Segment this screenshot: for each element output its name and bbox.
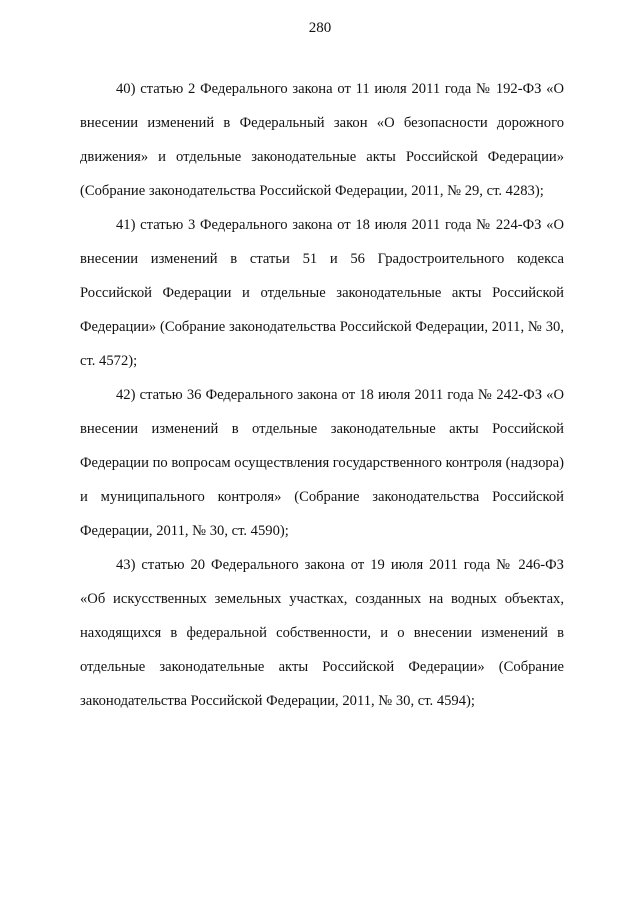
page-number: 280 <box>308 20 332 36</box>
list-item-43: 43) статью 20 Федерального закона от 19 июля 2011 года № 246-ФЗ «Об искусственных земельных участках, созданных на водных объектах, находящихся в федеральной собственности, и о внесении изменений в отдельные законодательные акты Российской Федерации» (Собрание законодательства Российской Федерации, 2011, № 30, ст. 4594); <box>80 557 564 709</box>
list-item-41: 41) статью 3 Федерального закона от 18 июля 2011 года № 224-ФЗ «О внесении изменений в статьи 51 и 56 Градостроительного кодекса Российской Федерации и отдельные законодательные акты Российской Федерации» (Собрание законодательства Российской Федерации, 2011, № 30, ст. 4572); <box>80 217 564 369</box>
document-body <box>80 72 564 718</box>
list-item-42: 42) статью 36 Федерального закона от 18 июля 2011 года № 242-ФЗ «О внесении изменений в отдельные законодательные акты Российской Федерации по вопросам осуществления государственного контроля (надзора) и муниципального контроля» (Собрание законодательства Российской Федерации, 2011, № 30, ст. 4590); <box>80 387 564 539</box>
list-item-40: 40) статью 2 Федерального закона от 11 июля 2011 года № 192-ФЗ «О внесении изменений в Федеральный закон «О безопасности дорожного движения» и отдельные законодательные акты Российской Федерации» (Собрание законодательства Российской Федерации, 2011, № 29, ст. 4283); <box>80 81 564 199</box>
